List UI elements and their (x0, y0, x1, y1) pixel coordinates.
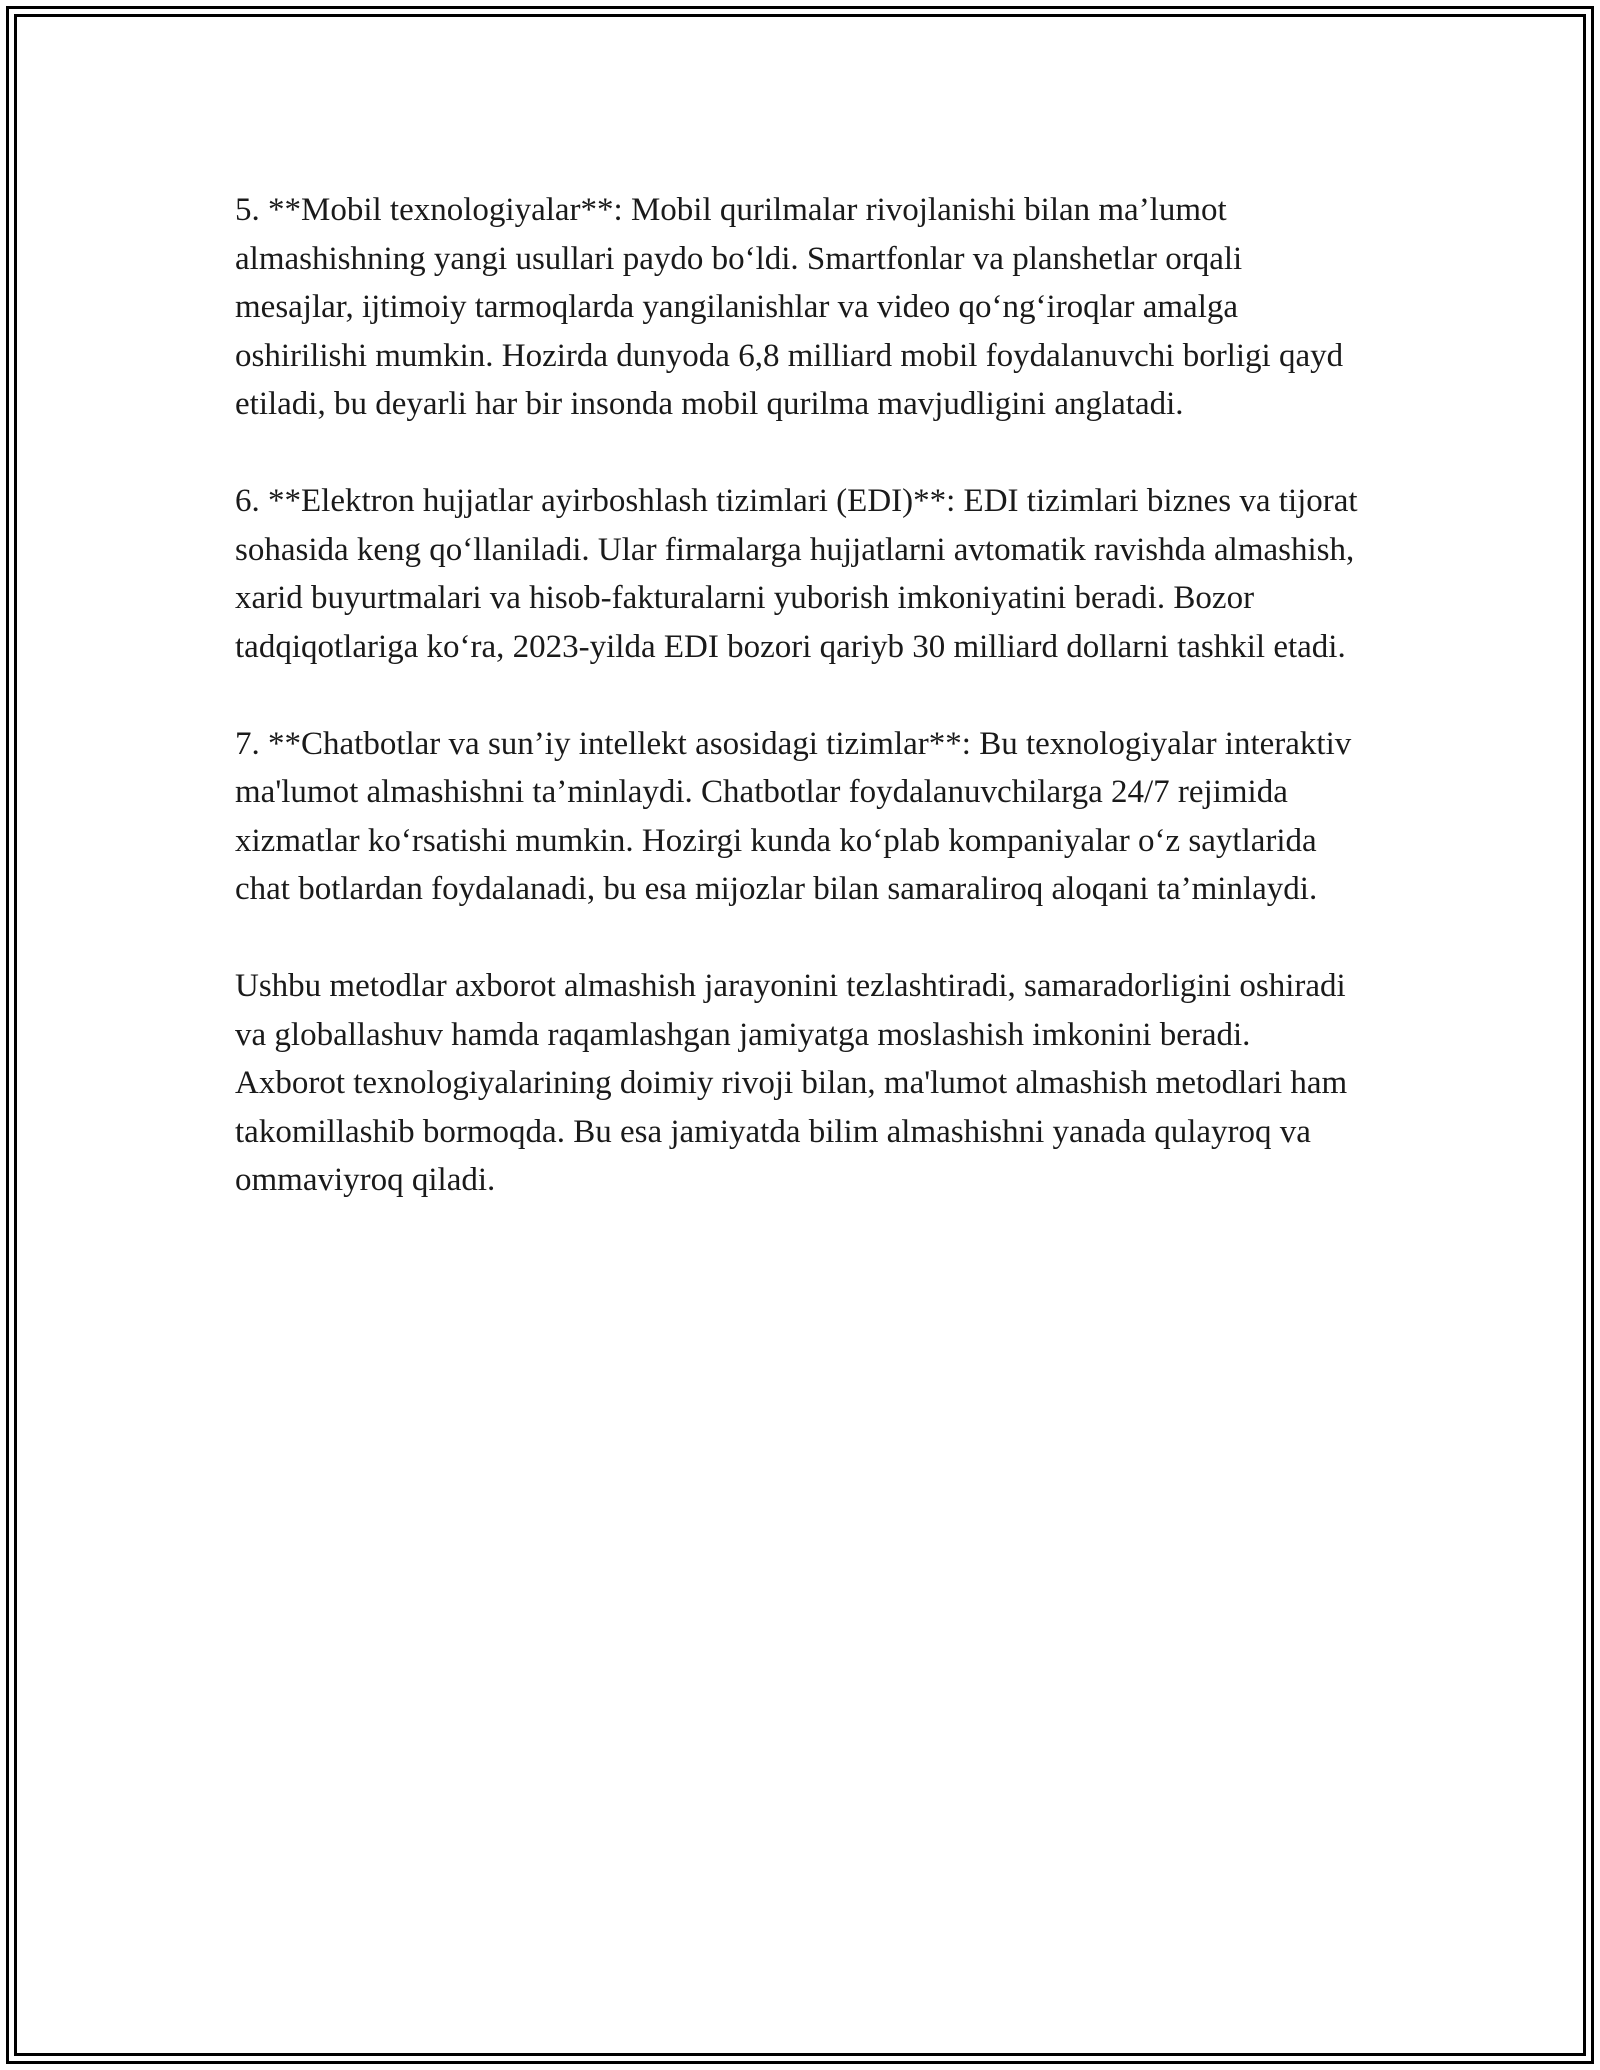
paragraph-mobile-technologies: 5. **Mobil texnologiyalar**: Mobil qurilmalar rivojlanishi bilan ma’lumot almashishning yangi usullari paydo bo‘ldi. Smartfonlar va planshetlar orqali mesajlar, ijtimoiy tarmoqlarda yangilanishlar va video qo‘ng‘iroqlar amalga oshirilishi mumkin. Hozirda dunyoda 6,8 milliard mobil foydalanuvchi borligi qayd etiladi, bu deyarli har bir insonda mobil qurilma mavjudligini anglatadi. (235, 192, 1344, 422)
document-body (235, 186, 1365, 1253)
paragraph-chatbots: 7. **Chatbotlar va sun’iy intellekt asosidagi tizimlar**: Bu texnologiyalar interaktiv ma'lumot almashishni ta’minlaydi. Chatbotlar foydalanuvchilarga 24/7 rejimida xizmatlar ko‘rsatishi mumkin. Hozirgi kunda ko‘plab kompaniyalar o‘z saytlarida chat botlardan foydalanadi, bu esa mijozlar bilan samaraliroq aloqani ta’minlaydi. (235, 725, 1352, 907)
paragraph-conclusion: Ushbu metodlar axborot almashish jarayonini tezlashtiradi, samaradorligini oshiradi va globallashuv hamda raqamlashgan jamiyatga moslashish imkonini beradi. Axborot texnologiyalarining doimiy rivoji bilan, ma'lumot almashish metodlari ham takomillashib bormoqda. Bu esa jamiyatda bilim almashishni yanada qulayroq va ommaviyroq qiladi. (235, 968, 1348, 1198)
paragraph-edi-systems: 6. **Elektron hujjatlar ayirboshlash tizimlari (EDI)**: EDI tizimlari biznes va tijorat sohasida keng qo‘llaniladi. Ular firmalarga hujjatlarni avtomatik ravishda almashish, xarid buyurtmalari va hisob-fakturalarni yuborish imkoniyatini beradi. Bozor tadqiqotlariga ko‘ra, 2023-yilda EDI bozori qariyb 30 milliard dollarni tashkil etadi. (235, 483, 1358, 665)
